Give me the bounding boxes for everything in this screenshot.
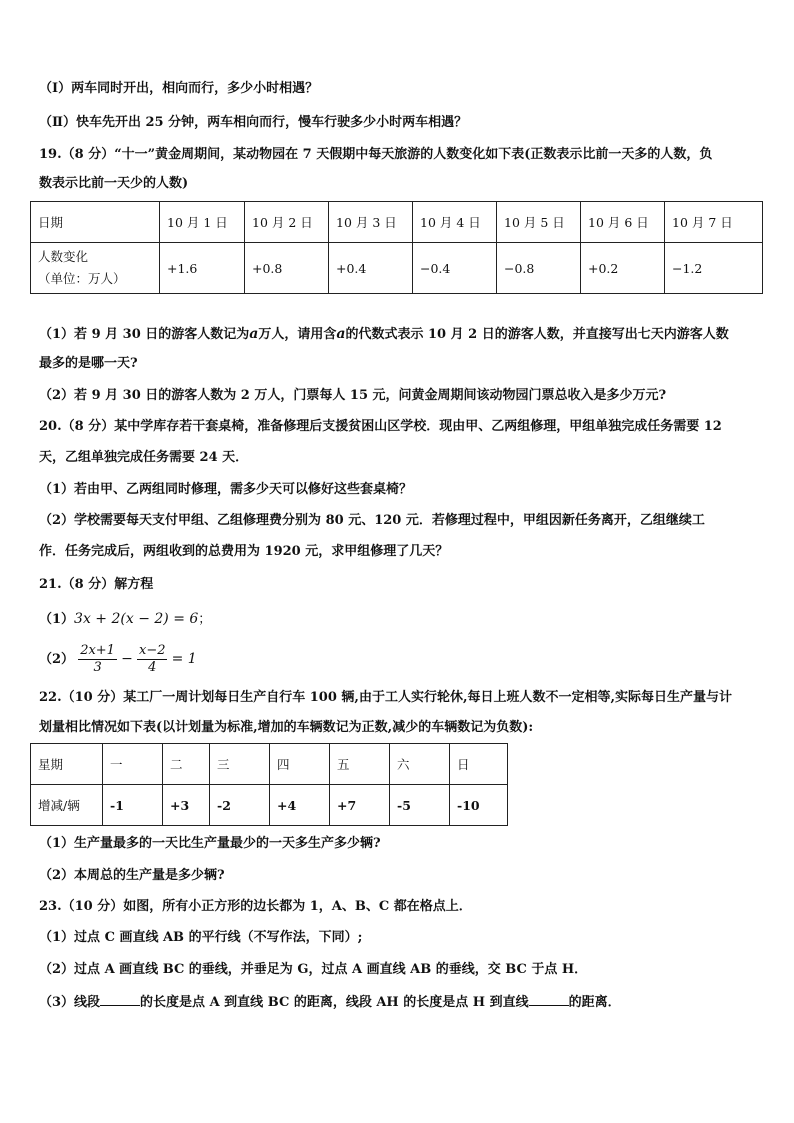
fraction-2-denominator: 4 [148,660,157,675]
q23-p3-text-a: （3）线段 [39,995,101,1010]
q19-part2: （2）若 9 月 30 日的游客人数为 2 万人，门票每人 15 元，问黄金周期间该动物园门票总收入是多少万元? [39,388,667,403]
fraction-1-denominator: 3 [93,660,102,675]
table-header-cell: 10 月 3 日 [329,202,413,243]
table-cell: +0.8 [245,243,329,294]
table-cell: +0.2 [581,243,665,294]
q21-number: 21.（8 分） [39,577,115,592]
q22-stem-line2: 划量相比情况如下表(以计划量为标准,增加的车辆数记为正数,减少的车辆数记为负数): [39,720,534,735]
q19-stem-line2: 数表示比前一天少的人数) [39,176,189,191]
q21-p2-label: （2） [39,652,75,667]
table-header-cell: 日 [450,744,508,785]
q23-part1: （1）过点 C 画直线 AB 的平行线（不写作法，下同）; [39,930,363,945]
q23-part3 [39,993,621,1012]
table-cell: −0.8 [497,243,581,294]
table-cell: −0.4 [413,243,497,294]
q20-number: 20.（8 分） [39,419,115,434]
q22-stem-line1 [39,689,732,707]
q22-table [30,743,508,826]
table-row [31,744,508,785]
fraction-2-numerator: x−2 [138,643,166,658]
table-row-label [31,243,160,294]
fraction-1 [78,643,117,676]
fraction-2 [137,643,168,676]
answer-blank[interactable] [100,993,140,1006]
q20-part2-line1: （2）学校需要每天支付甲组、乙组修理费分别为 80 元、120 元．若修理过程中，甲组因新任务离开，乙组继续工 [39,513,705,528]
q22-part1: （1）生产量最多的一天比生产量最少的一天多生产多少辆? [39,836,381,851]
q21-p1-end: ； [198,612,212,627]
q19-p1-text-b: 万人，请用含 [258,327,337,342]
table-cell: -5 [390,785,450,826]
q23-stem [39,898,472,916]
q19-part1-line2: 最多的是哪一天? [39,356,138,371]
table-header-cell: 10 月 6 日 [581,202,665,243]
table-header-cell: 10 月 4 日 [413,202,497,243]
q20-part2-line2: 作．任务完成后，两组收到的总费用为 1920 元，求甲组修理了几天？ [39,544,449,559]
q23-stem-text: 如图，所有小正方形的边长都为 1，A、B、C 都在格点上． [123,899,472,914]
q19-stem-text: “十一”黄金周期间，某动物园在 7 天假期中每天旅游的人数变化如下表(正数表示比前一天多的人数，负 [114,147,713,162]
row-label-line2: （单位：万人） [38,271,126,286]
q19-stem-line1 [39,146,712,164]
table-cell: −1.2 [665,243,763,294]
table-row [31,202,763,243]
table-header-cell: 10 月 5 日 [497,202,581,243]
q21-p1-equation: 3x + 2(x − 2) = 6 [74,611,199,627]
q19-part1-line1 [39,325,729,344]
q19-p1-text-c: 的代数式表示 10 月 2 日的游客人数，并直接写出七天内游客人数 [345,327,729,342]
table-header-cell: 10 月 1 日 [160,202,245,243]
q21-p1-label: （1） [39,612,75,627]
table-header-cell: 一 [103,744,163,785]
table-cell: +3 [163,785,210,826]
q20-stem-line1 [39,418,722,436]
table-header-cell: 日期 [31,202,160,243]
q20-stem-line2: 天，乙组单独完成任务需要 24 天． [39,450,249,465]
q20-part1: （1）若由甲、乙两组同时修理，需多少天可以修好这些套桌椅？ [39,482,413,497]
q19-table [30,201,763,294]
table-row [31,785,508,826]
table-header-cell: 10 月 2 日 [245,202,329,243]
table-cell: +7 [330,785,390,826]
variable-a: a [249,326,259,342]
q18-part1: （Ⅰ）两车同时开出，相向而行，多少小时相遇？ [39,81,319,96]
answer-blank[interactable] [529,993,569,1006]
q22-number: 22.（10 分） [39,690,124,705]
table-cell: +1.6 [160,243,245,294]
table-header-cell: 四 [270,744,330,785]
table-header-cell: 星期 [31,744,103,785]
q23-part2: （2）过点 A 画直线 BC 的垂线，并垂足为 G，过点 A 画直线 AB 的垂线，交 BC 于点 H． [39,962,588,977]
table-header-cell: 三 [210,744,270,785]
q19-number: 19.（8 分） [39,147,115,162]
table-cell: +4 [270,785,330,826]
q21-stem [39,576,153,594]
q21-part2 [39,641,197,678]
q22-stem-text: 某工厂一周计划每日生产自行车 100 辆,由于工人实行轮休,每日上班人数不一定相等,实际每日生产量与计 [123,690,733,705]
table-cell: -10 [450,785,508,826]
q21-stem-text: 解方程 [114,577,154,592]
table-cell: -1 [103,785,163,826]
q22-part2: （2）本周总的生产量是多少辆? [39,868,225,883]
q18-part2: （Ⅱ）快车先开出 25 分钟，两车相向而行，慢车行驶多少小时两车相遇？ [39,115,468,130]
minus-sign: − [121,651,133,667]
table-cell: -2 [210,785,270,826]
variable-a: a [336,326,346,342]
q21-part1 [39,610,211,629]
table-header-cell: 五 [330,744,390,785]
row-label-line1: 人数变化 [38,249,89,264]
table-header-cell: 二 [163,744,210,785]
q23-p3-text-b: 的长度是点 A 到直线 BC 的距离，线段 AH 的长度是点 H 到直线 [140,995,529,1010]
table-header-cell: 六 [390,744,450,785]
table-header-cell: 10 月 7 日 [665,202,763,243]
table-cell: +0.4 [329,243,413,294]
table-row [31,243,763,294]
q20-stem-text: 某中学库存若干套桌椅，准备修理后支援贫困山区学校．现由甲、乙两组修理，甲组单独完成任务需要 12 [114,419,722,434]
q23-p3-text-c: 的距离． [568,995,621,1010]
equation-rhs: = 1 [171,651,197,667]
q23-number: 23.（10 分） [39,899,124,914]
table-row-label: 增减/辆 [31,785,103,826]
q19-p1-text-a: （1）若 9 月 30 日的游客人数记为 [39,327,250,342]
fraction-1-numerator: 2x+1 [80,643,115,658]
